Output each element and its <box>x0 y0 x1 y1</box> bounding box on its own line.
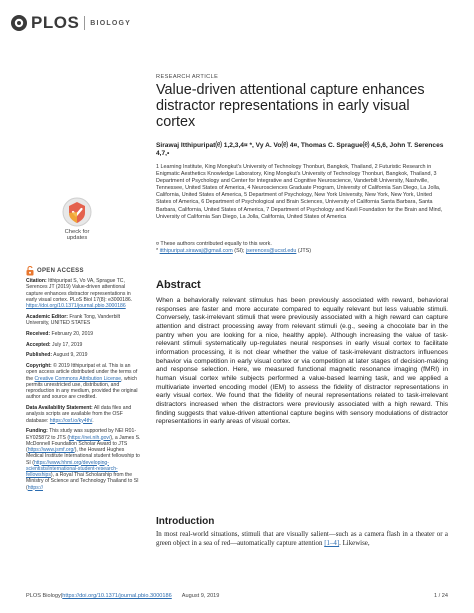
citation-link[interactable]: [1–4] <box>324 539 340 547</box>
data-availability-text: All data files and analysis scripts are available from the OSF database: <box>26 405 132 424</box>
logo-wordmark: PLOS <box>31 13 80 32</box>
intro-text-start: In most real-world situations, stimuli that are visually salient—such as a camera flash in a theater or a green object in a sea of red—automatically capture attention <box>156 531 448 547</box>
editor-block <box>26 314 142 327</box>
introduction-text <box>156 531 448 549</box>
funding-text-4: ), a Royal Thai Scholarship from the Ministry of Science and Technology Thailand to SI ( <box>26 472 139 491</box>
email-link-si[interactable]: itthipuripat.sirawaj@gmail.com <box>159 248 233 255</box>
data-availability-label: Data Availability Statement: <box>26 405 93 411</box>
received-date: February 20, 2019 <box>50 330 94 337</box>
check-for-updates-button[interactable] <box>58 197 96 242</box>
copyright-label: Copyright: <box>26 363 52 369</box>
footer-journal: PLOS Biology <box>26 593 61 599</box>
citation-label: Citation: <box>26 278 47 284</box>
received-label: Received: <box>26 330 51 337</box>
plos-logo[interactable] <box>10 12 131 34</box>
email-note-mid: (SI); <box>232 248 246 255</box>
page-number: 1 / 24 <box>434 593 448 599</box>
data-availability-block <box>26 405 142 424</box>
footer-date: August 9, 2019 <box>181 593 220 599</box>
equal-contribution-note: ¤ These authors contributed equally to this work. <box>156 241 272 247</box>
funding-text-3: ), the Howard Hughes Medical Institute International student fellowship to SI ( <box>26 447 140 466</box>
funding-text-2: ), a James S. McDonnell Foundation Scholar Award to JTS ( <box>26 434 141 453</box>
author-notes <box>156 241 448 255</box>
editor-text: Frank Tong, Vanderbilt University, UNITED STATES <box>26 313 121 326</box>
funding-block <box>26 428 142 491</box>
article-type: RESEARCH ARTICLE <box>156 74 219 80</box>
corresponding-email-note <box>156 248 448 255</box>
data-availability-end: . <box>92 417 94 424</box>
abstract-text: When a behaviorally relevant stimulus has been previously associated with reward, behavioral responses are faster and more accurate compared to equally relevant but less valuable stimuli. Conversely, task-irrelevant stimuli that were previously associated with a high reward can capture attention and distract processing away from relevant stimuli (e.g., seeing a chocolate bar in the pantry when you are looking for a nice, healthy apple). Although increasing the value of task-relevant stimuli systematically up-regulates neural responses in early visual cortex to facilitate information processing, it is not clear whether the value of task-irrelevant distractors influences behavior via competition in early visual cortex or via competition at later stages of decision-making and response selection. Here, we measured functional magnetic resonance imaging (fMRI) in human visual cortex while subjects performed a value-based learning task, and we applied a multivariate inverted encoding model (IEM) to assess the fidelity of distractor representations in early visual cortex. We found that the fidelity of neural representations related to task-irrelevant distractors increased when the distractors were previously associated with a high reward. This finding suggests that value-driven attentional capture begins with sensory modulations of distractor representations in early areas of visual cortex. <box>156 297 448 426</box>
email-link-jts[interactable]: jserences@ucsd.edu <box>245 248 297 255</box>
footer-doi-link[interactable]: https://doi.org/10.1371/journal.pbio.3000186 <box>62 593 172 599</box>
check-for-updates-label: Check for updates <box>64 229 90 242</box>
footer-separator: | <box>60 593 63 599</box>
editor-label: Academic Editor: <box>26 313 68 320</box>
copyright-text-2: , which permits unrestricted use, distribution, and reproduction in any medium, provided the original author and source are credited. <box>26 375 138 401</box>
published-label: Published: <box>26 352 53 359</box>
citation-text: Itthipuripat S, Vo VA, Sprague TC, Serences JT (2019) Value-driven attentional capture enhances distractor representations in early visual cortex. PLoS Biol 17(8): e3000186. <box>26 278 133 303</box>
copyright-block <box>26 363 142 401</box>
article-metadata-sidebar <box>26 278 142 495</box>
journal-name: BIOLOGY <box>90 19 131 27</box>
introduction-heading: Introduction <box>156 516 215 527</box>
hhmi-link[interactable]: https://www.hhmi.org/developing-scientists/international-student-research-fellowships <box>26 459 118 478</box>
thai-scholarship-link[interactable]: https:// <box>27 484 43 491</box>
citation-block <box>26 278 142 309</box>
email-note-suffix: (JTS) <box>296 248 312 255</box>
page-footer <box>26 593 448 599</box>
plos-logo-icon <box>10 14 28 32</box>
jsmf-link[interactable]: https://www.jsmf.org/ <box>27 447 75 453</box>
accepted-block <box>26 342 142 348</box>
citation-doi-link[interactable]: https://doi.org/10.1371/journal.pbio.3000186 <box>26 303 126 309</box>
check-for-updates-icon <box>62 197 92 227</box>
accepted-date: July 17, 2019 <box>50 341 83 348</box>
received-block <box>26 331 142 337</box>
intro-text-end: . Likewise, <box>339 539 370 547</box>
published-block <box>26 352 142 358</box>
funding-text-1: This study was supported by NEI R01-EY025872 to JTS ( <box>26 428 137 441</box>
open-access-label: OPEN ACCESS <box>37 268 84 274</box>
license-link[interactable]: Creative Commons Attribution License <box>34 375 122 382</box>
logo-divider <box>84 16 85 30</box>
email-note-prefix: * <box>156 248 160 255</box>
published-date: August 9, 2019 <box>52 352 88 359</box>
accepted-label: Accepted: <box>26 341 51 348</box>
osf-link[interactable]: https://osf.io/ky4th/ <box>49 417 93 424</box>
nei-link[interactable]: https://nei.nih.gov/ <box>69 434 111 441</box>
author-list: Sirawaj Itthipuripat⒠ 1,2,3,4¤ *, Vy A. Vo⒠ 4¤, Thomas C. Sprague⒠ 4,5,6, John T. Serences 4,7,• <box>156 142 444 158</box>
open-lock-icon <box>26 266 34 276</box>
open-access-badge <box>26 266 84 276</box>
article-title: Value-driven attentional capture enhances distractor representations in early visual cortex <box>156 82 425 130</box>
abstract-heading: Abstract <box>156 279 201 291</box>
funding-label: Funding: <box>26 428 48 435</box>
affiliations: 1 Learning Institute, King Mongkut's University of Technology Thonburi, Bangkok, Thailand, 2 Futuristic Research in Enigmatic Aesthetics Knowledge Laboratory, King Mongkut's University of Technology Thonburi, Bangkok, Thailand, 3 Department of Psychology and Center for Integrative and Cognitive Neuroscience, Vanderbilt University, Nashville, Tennessee, United States of America, 4 Neurosciences Graduate Program, University of California San Diego, La Jolla, California, United States of America, 5 Department of Psychology, New York University, New York, New York, United States of America, 6 Department of Psychological and Brain Sciences, University of California Santa Barbara, Santa Barbara, California, United States of America, 7 Department of Psychology and Kavli Foundation for the Brain and Mind, University of California San Diego, La Jolla, California, United States of America <box>156 164 443 220</box>
copyright-text-1: © 2019 Itthipuripat et al. This is an open access article distributed under the terms of the <box>26 363 138 382</box>
